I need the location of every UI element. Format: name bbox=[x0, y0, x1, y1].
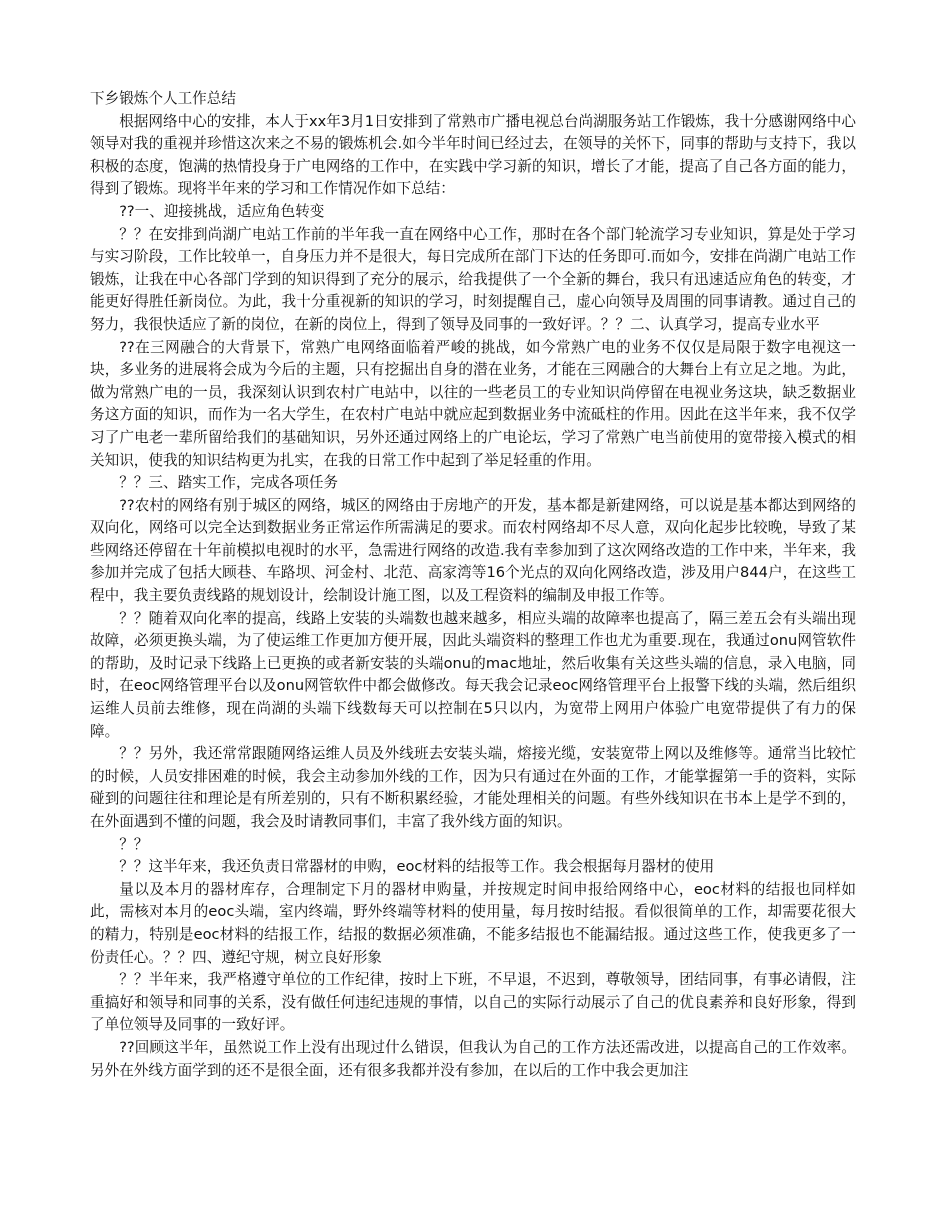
section-heading-3: ？？三、踏实工作，完成各项任务 bbox=[119, 474, 339, 492]
paragraph-intro: 根据网络中心的安排，本人于xx年3月1日安排到了常熟市广播电视总台尚湖服务站工作锻炼，我十分感谢网络中心领导对我的重视并珍惜这次来之不易的锻炼机会.如今半年时间已经过去，在领导的关怀下，同事的帮助与支持下，我以积极的态度，饱满的热情投身于广电网络的工作中，在实践中学习新的知识，增长了才能，提高了自己各方面的能力，得到了锻炼。现将半年来的学习和工作情况作如下总结： bbox=[90, 112, 856, 198]
paragraph: 量以及本月的器材库存，合理制定下月的器材申购量，并按规定时间申报给网络中心，eoc材料的结报也同样如此，需核对本月的eoc头端，室内终端，野外终端等材料的使用量，每月按时结报。看似很简单的工作，却需要花很大的精力，特别是eoc材料的结报工作，结报的数据必须准确，不能多结报也不能漏结报。通过这些工作，使我更多了一份责任心。？？四、遵纪守规，树立良好形象 bbox=[90, 880, 856, 966]
paragraph: ？？这半年来，我还负责日常器材的申购，eoc材料的结报等工作。我会根据每月器材的使用 bbox=[119, 858, 715, 876]
paragraph: ??回顾这半年，虽然说工作上没有出现过什么错误，但我认为自己的工作方法还需改进，以提高自己的工作效率。另外在外线方面学到的还不是很全面，还有很多我都并没有参加，在以后的工作中我会更加注 bbox=[90, 1038, 856, 1079]
section-heading-1: ??一、迎接挑战，适应角色转变 bbox=[119, 202, 325, 220]
document-body bbox=[90, 88, 856, 1082]
paragraph: ？？另外，我还常常跟随网络运维人员及外线班去安装头端，熔接光缆，安装宽带上网以及维修等。通常当比较忙的时候，人员安排困难的时候，我会主动参加外线的工作，因为只有通过在外面的工作，才能掌握第一手的资料，实际碰到的问题往往和理论是有所差别的，只有不断积累经验，才能处理相关的问题。有些外线知识在书本上是学不到的，在外面遇到不懂的问题，我会及时请教同事们，丰富了我外线方面的知识。 bbox=[90, 745, 856, 830]
paragraph: ？？在安排到尚湖广电站工作前的半年我一直在网络中心工作，那时在各个部门轮流学习专业知识，算是处于学习与实习阶段，工作比较单一，自身压力并不是很大，每日完成所在部门下达的任务即可.而如今，安排在尚湖广电站工作锻炼，让我在中心各部门学到的知识得到了充分的展示，给我提供了一个全新的舞台，我只有迅速适应角色的转变，才能更好得胜任新岗位。为此，我十分重视新的知识的学习，时刻提醒自己，虚心向领导及周围的同事请教。通过自己的努力，我很快适应了新的岗位，在新的岗位上，得到了领导及同事的一致好评。？？二、认真学习，提高专业水平 bbox=[90, 225, 856, 333]
document-title: 下乡锻炼个人工作总结 bbox=[90, 90, 236, 107]
paragraph: ??农村的网络有别于城区的网络，城区的网络由于房地产的开发，基本都是新建网络，可以说是基本都达到网络的双向化，网络可以完全达到数据业务正常运作所需满足的要求。而农村网络却不尽人意，双向化起步比较晚，导致了某些网络还停留在十年前模拟电视时的水平，急需进行网络的改造.我有幸参加到了这次网络改造的工作中来，半年来，我参加并完成了包括大顾巷、车路坝、河金村、北范、高家湾等16个光点的双向化网络改造，涉及用户844户，在这些工程中，我主要负责线路的规划设计，绘制设计施工图，以及工程资料的编制及申报工作等。 bbox=[90, 496, 856, 605]
paragraph: ??在三网融合的大背景下，常熟广电网络面临着严峻的挑战，如今常熟广电的业务不仅仅是局限于数字电视这一块，多业务的进展将会成为今后的主题，只有挖掘出自身的潜在业务，才能在三网融合的大舞台上有立足之地。为此，做为常熟广电的一员，我深刻认识到农村广电站中，以往的一些老员工的专业知识尚停留在电视业务这块，缺乏数据业务这方面的知识，而作为一名大学生，在农村广电站中就应起到数据业务中流砥柱的作用。因此在这半年来，我不仅学习了广电老一辈所留给我们的基础知识，另外还通过网络上的广电论坛，学习了常熟广电当前使用的宽带接入模式的相关知识，使我的知识结构更为扎实，在我的日常工作中起到了举足轻重的作用。 bbox=[90, 338, 856, 469]
paragraph: ？？ bbox=[119, 835, 149, 853]
paragraph: ？？随着双向化率的提高，线路上安装的头端数也越来越多，相应头端的故障率也提高了，隔三差五会有头端出现故障，必须更换头端，为了使运维工作更加方便开展，因此头端资料的整理工作也尤为重要.现在，我通过onu网管软件的帮助，及时记录下线路上已更换的或者新安装的头端onu的mac地址，然后收集有关这些头端的信息，录入电脑，同时，在eoc网络管理平台以及onu网管软件中都会做修改。每天我会记录eoc网络管理平台上报警下线的头端，然后组织运维人员前去维修，现在尚湖的头端下线数每天可以控制在5只以内，为宽带上网用户体验广电宽带提供了有力的保障。 bbox=[90, 609, 856, 740]
paragraph: ？？半年来，我严格遵守单位的工作纪律，按时上下班，不早退，不迟到，尊敬领导，团结同事，有事必请假，注重搞好和领导和同事的关系，没有做任何违纪违规的事情，以自己的实际行动展示了自己的优良素养和良好形象，得到了单位领导及同事的一致好评。 bbox=[90, 971, 856, 1034]
